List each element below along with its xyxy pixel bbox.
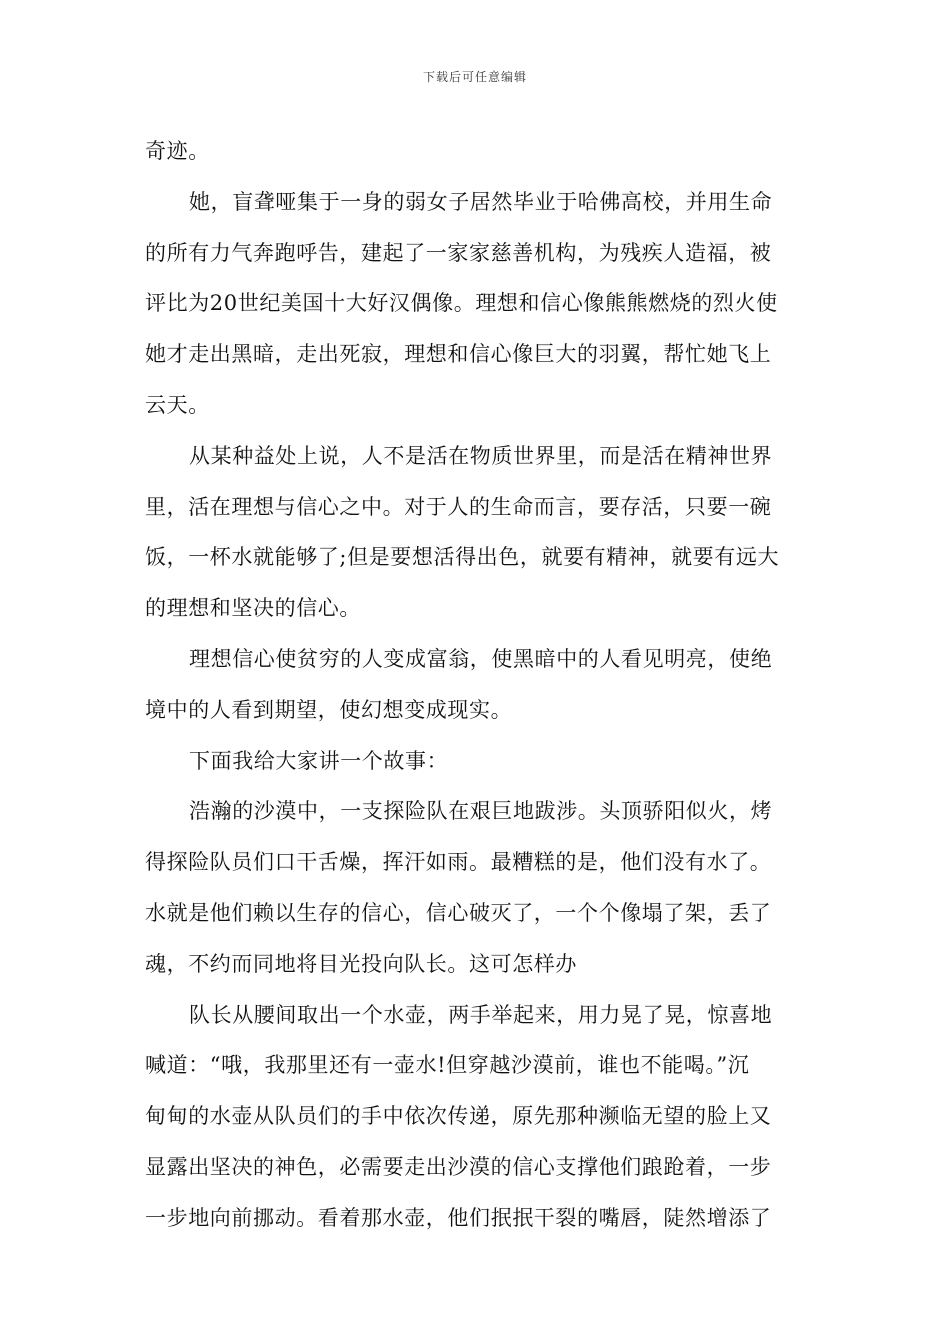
body-text [145,126,805,1244]
text-line: 的所有力气奔跑呼告，建起了一家家慈善机构，为残疾人造福，被 [145,240,772,265]
text-line: 魂，不约而同地将目光投向队长。这可怎样办 [145,951,577,976]
text-line: 的理想和坚决的信心。 [145,596,361,621]
text-line: 云天。 [145,392,210,417]
text-line: 评比为20世纪美国十大好汉偶像。理想和信心像熊熊燃烧的烈火使 [145,291,778,316]
header-note: 下载后可任意编辑 [422,70,527,84]
paragraph-start-line: 下面我给大家讲一个故事： [189,748,449,773]
paragraph-start-line: 她，盲聋哑集于一身的弱女子居然毕业于哈佛高校，并用生命 [189,189,773,214]
paragraph-start-line: 从某种益处上说，人不是活在物质世界里，而是活在精神世界 [189,443,773,468]
text-line: 饭，一杯水就能够了;但是要想活得出色，就要有精神，就要有远大 [145,545,780,570]
text-line: 她才走出黑暗，走出死寂，理想和信心像巨大的羽翼，帮忙她飞上 [145,342,772,367]
text-line: 奇迹。 [145,139,210,163]
text-line: 里，活在理想与信心之中。对于人的生命而言，要存活，只要一碗 [145,494,772,519]
text-line: 喊道：“哦，我那里还有一壶水!但穿越沙漠前，谁也不能喝。”沉 [145,1053,750,1078]
text-line: 显露出坚决的神色，必需要走出沙漠的信心支撑他们踉跄着，一步 [145,1154,772,1179]
text-line: 境中的人看到期望，使幻想变成现实。 [145,697,513,722]
text-line: 得探险队员们口干舌燥，挥汗如雨。最糟糕的是，他们没有水了。 [145,850,772,875]
text-line: 一步地向前挪动。看着那水壶，他们抿抿干裂的嘴唇，陡然增添了 [145,1205,772,1230]
paragraph-start-line: 队长从腰间取出一个水壶，两手举起来，用力晃了晃，惊喜地 [189,1002,773,1027]
paragraph-start-line: 浩瀚的沙漠中，一支探险队在艰巨地跋涉。头顶骄阳似火，烤 [189,799,773,824]
text-line: 甸甸的水壶从队员们的手中依次传递，原先那种濒临无望的脸上又 [145,1104,772,1129]
paragraph-start-line: 理想信心使贫穷的人变成富翁，使黑暗中的人看见明亮，使绝 [189,646,773,671]
text-line: 水就是他们赖以生存的信心，信心破灭了，一个个像塌了架，丢了 [145,900,772,925]
